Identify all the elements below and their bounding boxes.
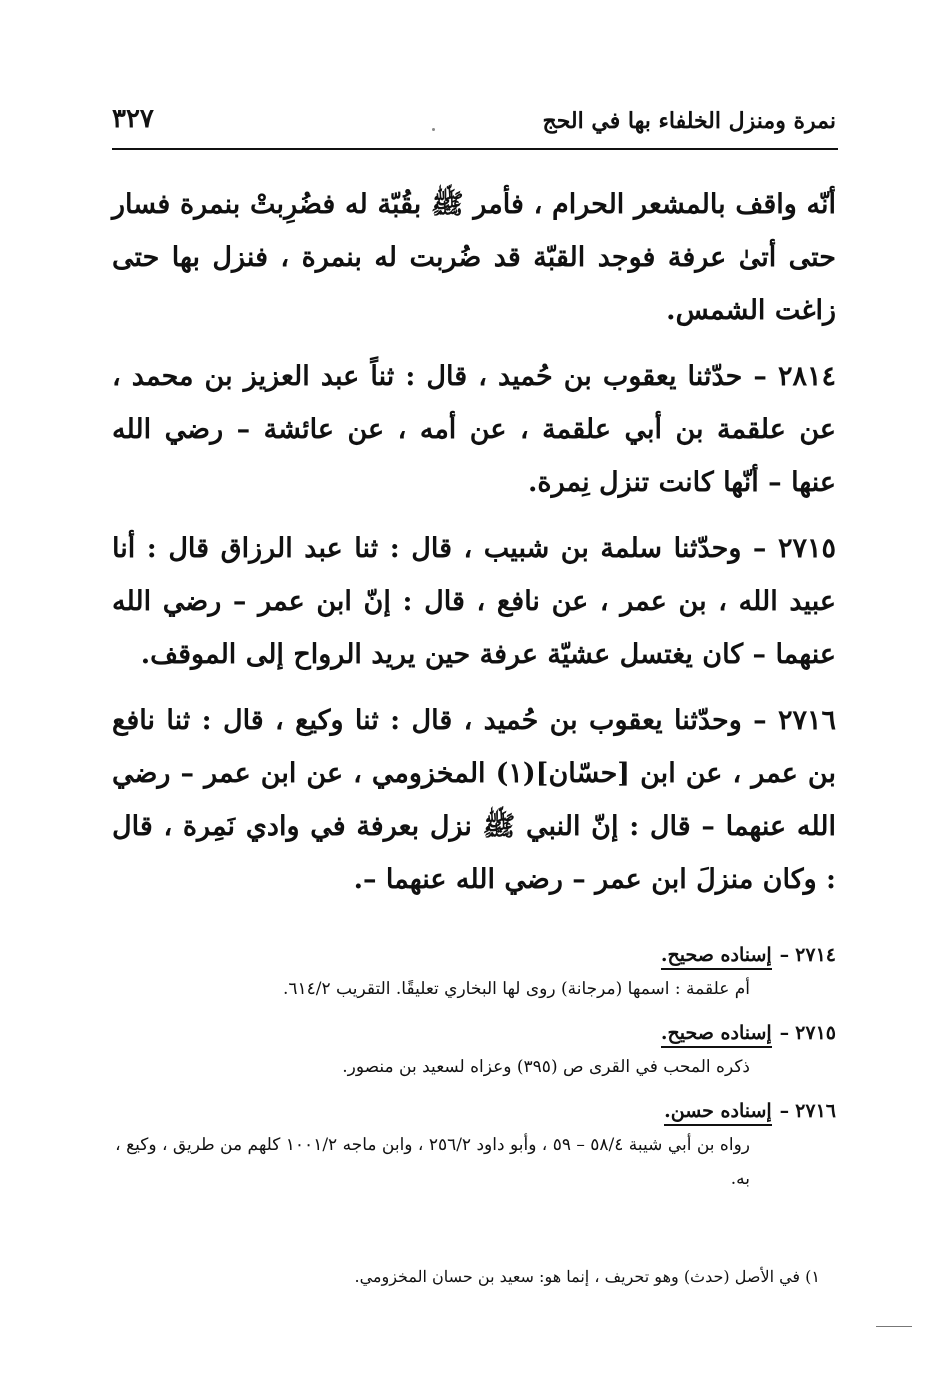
note-dash: – [779,944,790,966]
footnote: ١) في الأصل (حدث) وهو تحريف ، إنما هو: سعيد بن حسان المخزومي. [354,1267,820,1286]
note-text: رواه بن أبي شيبة ٥٨/٤ – ٥٩ ، وأبو داود ٢٥٦/٢ ، وابن ماجه ١٠٠١/٢ كلهم من طريق ، وكيع ، به. [115,1135,750,1189]
note-dash: – [779,1100,790,1122]
speck-mark [432,128,435,131]
note-number: ٢٧١٤ [795,944,836,966]
note-2715 [112,1016,836,1084]
hadith-2716: ٢٧١٦ – وحدّثنا يعقوب بن حُميد ، قال : ثنا وكيع ، قال : ثنا نافع بن عمر ، عن ابن [حسّان](١) المخزومي ، عن ابن عمر – رضي الله عنهما – قال : إنّ النبي ﷺ نزل بعرفة في وادي نَمِرة ، قال : وكان منزلَ ابن عمر – رضي الله عنهما –. [112,705,836,895]
note-verdict: إسناده حسن. [664,1100,772,1126]
hadith-2714: ٢٨١٤ – حدّثنا يعقوب بن حُميد ، قال : ثناً عبد العزيز بن محمد ، عن علقمة بن أبي علقمة ، عن أمه ، عن عائشة – رضي الله عنها – أنّها كانت تنزل نِمرة. [112,361,836,498]
main-text [112,178,836,919]
corner-mark [876,1326,912,1327]
note-2714 [112,938,836,1006]
note-number: ٢٧١٥ [795,1022,836,1044]
note-heading [112,1094,836,1128]
page-number: ٣٢٧ [112,104,154,134]
commentary-notes [112,938,836,1206]
hadith-2715: ٢٧١٥ – وحدّثنا سلمة بن شبيب ، قال : ثنا عبد الرزاق قال : أنا عبيد الله ، بن عمر ، عن نافع ، قال : إنّ ابن عمر – رضي الله عنهما – كان يغتسل عشيّة عرفة حين يريد الرواح إلى الموقف. [112,533,836,670]
note-heading [112,1016,836,1050]
running-header [112,98,836,144]
header-rule [112,148,838,150]
header-title: نمرة ومنزل الخلفاء بها في الحج [542,108,836,134]
note-dash: – [779,1022,790,1044]
note-text: أم علقمة : اسمها (مرجانة) روى لها البخاري تعليقًا. التقريب ٦١٤/٢. [282,979,750,999]
paragraph-continuation: أنّه واقف بالمشعر الحرام ، فأمر ﷺ بقُبّة له فضُرِبتْ بنمرة فسار حتى أتىٰ عرفة فوجد القبّة قد ضُربت له بنمرة ، فنزل بها حتى زاغت الشمس. [112,189,836,326]
note-verdict: إسناده صحيح. [661,944,772,970]
note-text: ذكره المحب في القرى ص (٣٩٥) وعزاه لسعيد بن منصور. [342,1057,750,1077]
note-heading [112,938,836,972]
note-verdict: إسناده صحيح. [661,1022,772,1048]
note-number: ٢٧١٦ [795,1100,836,1122]
note-2716 [112,1094,836,1196]
